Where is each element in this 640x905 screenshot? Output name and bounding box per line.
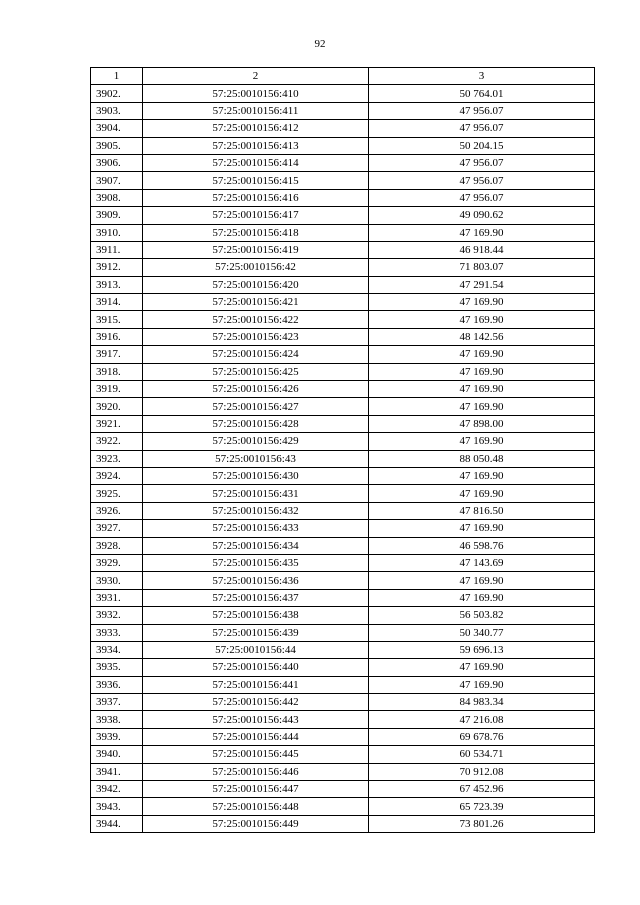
value-cell: 47 169.90: [369, 224, 595, 241]
table-row: [91, 694, 595, 711]
row-number-cell: 3911.: [91, 241, 143, 258]
table-row: [91, 485, 595, 502]
cadastral-number-cell: 57:25:0010156:412: [143, 120, 369, 137]
table-row: [91, 241, 595, 258]
row-number-cell: 3913.: [91, 276, 143, 293]
table-row: [91, 433, 595, 450]
cadastral-number-cell: 57:25:0010156:415: [143, 172, 369, 189]
table-row: [91, 641, 595, 658]
value-cell: 47 169.90: [369, 676, 595, 693]
value-cell: 47 169.90: [369, 311, 595, 328]
row-number-cell: 3942.: [91, 781, 143, 798]
row-number-cell: 3940.: [91, 746, 143, 763]
table-row: [91, 259, 595, 276]
column-header: 2: [143, 68, 369, 85]
row-number-cell: 3903.: [91, 102, 143, 119]
cadastral-number-cell: 57:25:0010156:413: [143, 137, 369, 154]
cadastral-number-cell: 57:25:0010156:441: [143, 676, 369, 693]
data-table: [90, 67, 595, 833]
cadastral-number-cell: 57:25:0010156:446: [143, 763, 369, 780]
table-row: [91, 189, 595, 206]
table-row: [91, 294, 595, 311]
cadastral-number-cell: 57:25:0010156:430: [143, 467, 369, 484]
row-number-cell: 3917.: [91, 346, 143, 363]
cadastral-number-cell: 57:25:0010156:427: [143, 398, 369, 415]
value-cell: 50 340.77: [369, 624, 595, 641]
table-row: [91, 224, 595, 241]
cadastral-number-cell: 57:25:0010156:425: [143, 363, 369, 380]
value-cell: 47 169.90: [369, 520, 595, 537]
table-row: [91, 781, 595, 798]
row-number-cell: 3914.: [91, 294, 143, 311]
row-number-cell: 3907.: [91, 172, 143, 189]
value-cell: 47 291.54: [369, 276, 595, 293]
row-number-cell: 3930.: [91, 572, 143, 589]
cadastral-number-cell: 57:25:0010156:420: [143, 276, 369, 293]
table-row: [91, 154, 595, 171]
table-row: [91, 798, 595, 815]
value-cell: 47 169.90: [369, 294, 595, 311]
cadastral-number-cell: 57:25:0010156:42: [143, 259, 369, 276]
value-cell: 47 169.90: [369, 398, 595, 415]
table-row: [91, 381, 595, 398]
value-cell: 50 204.15: [369, 137, 595, 154]
value-cell: 47 956.07: [369, 120, 595, 137]
cadastral-number-cell: 57:25:0010156:421: [143, 294, 369, 311]
value-cell: 69 678.76: [369, 728, 595, 745]
cadastral-number-cell: 57:25:0010156:424: [143, 346, 369, 363]
table-row: [91, 311, 595, 328]
page-number: 92: [314, 38, 326, 50]
row-number-cell: 3933.: [91, 624, 143, 641]
table-row: [91, 763, 595, 780]
row-number-cell: 3941.: [91, 763, 143, 780]
row-number-cell: 3916.: [91, 328, 143, 345]
value-cell: 46 598.76: [369, 537, 595, 554]
table-row: [91, 363, 595, 380]
row-number-cell: 3936.: [91, 676, 143, 693]
table-row: [91, 346, 595, 363]
cadastral-number-cell: 57:25:0010156:435: [143, 554, 369, 571]
row-number-cell: 3915.: [91, 311, 143, 328]
row-number-cell: 3909.: [91, 207, 143, 224]
value-cell: 47 169.90: [369, 433, 595, 450]
row-number-cell: 3908.: [91, 189, 143, 206]
cadastral-number-cell: 57:25:0010156:447: [143, 781, 369, 798]
row-number-cell: 3929.: [91, 554, 143, 571]
value-cell: 47 169.90: [369, 589, 595, 606]
table-body: [91, 85, 595, 833]
cadastral-number-cell: 57:25:0010156:419: [143, 241, 369, 258]
table-row: [91, 554, 595, 571]
value-cell: 70 912.08: [369, 763, 595, 780]
value-cell: 59 696.13: [369, 641, 595, 658]
cadastral-number-cell: 57:25:0010156:433: [143, 520, 369, 537]
cadastral-number-cell: 57:25:0010156:438: [143, 607, 369, 624]
cadastral-number-cell: 57:25:0010156:418: [143, 224, 369, 241]
table-row: [91, 398, 595, 415]
row-number-cell: 3902.: [91, 85, 143, 102]
row-number-cell: 3928.: [91, 537, 143, 554]
cadastral-number-cell: 57:25:0010156:426: [143, 381, 369, 398]
table-row: [91, 746, 595, 763]
table-row: [91, 450, 595, 467]
row-number-cell: 3919.: [91, 381, 143, 398]
value-cell: 47 169.90: [369, 572, 595, 589]
cadastral-number-cell: 57:25:0010156:43: [143, 450, 369, 467]
table-row: [91, 85, 595, 102]
value-cell: 67 452.96: [369, 781, 595, 798]
row-number-cell: 3912.: [91, 259, 143, 276]
value-cell: 47 956.07: [369, 189, 595, 206]
value-cell: 73 801.26: [369, 815, 595, 832]
value-cell: 47 143.69: [369, 554, 595, 571]
cadastral-number-cell: 57:25:0010156:440: [143, 659, 369, 676]
row-number-cell: 3923.: [91, 450, 143, 467]
table-row: [91, 120, 595, 137]
cadastral-number-cell: 57:25:0010156:449: [143, 815, 369, 832]
value-cell: 46 918.44: [369, 241, 595, 258]
table-row: [91, 711, 595, 728]
value-cell: 84 983.34: [369, 694, 595, 711]
column-header: 3: [369, 68, 595, 85]
cadastral-number-cell: 57:25:0010156:436: [143, 572, 369, 589]
value-cell: 71 803.07: [369, 259, 595, 276]
table-row: [91, 328, 595, 345]
cadastral-number-cell: 57:25:0010156:417: [143, 207, 369, 224]
row-number-cell: 3925.: [91, 485, 143, 502]
cadastral-number-cell: 57:25:0010156:410: [143, 85, 369, 102]
value-cell: 47 898.00: [369, 415, 595, 432]
table-row: [91, 624, 595, 641]
table-row: [91, 815, 595, 832]
table-row: [91, 467, 595, 484]
row-number-cell: 3944.: [91, 815, 143, 832]
cadastral-number-cell: 57:25:0010156:434: [143, 537, 369, 554]
value-cell: 47 956.07: [369, 172, 595, 189]
cadastral-number-cell: 57:25:0010156:444: [143, 728, 369, 745]
column-header: 1: [91, 68, 143, 85]
cadastral-number-cell: 57:25:0010156:439: [143, 624, 369, 641]
row-number-cell: 3931.: [91, 589, 143, 606]
value-cell: 56 503.82: [369, 607, 595, 624]
row-number-cell: 3910.: [91, 224, 143, 241]
table-row: [91, 572, 595, 589]
table-row: [91, 537, 595, 554]
row-number-cell: 3938.: [91, 711, 143, 728]
value-cell: 47 169.90: [369, 346, 595, 363]
table-row: [91, 520, 595, 537]
value-cell: 47 169.90: [369, 467, 595, 484]
value-cell: 49 090.62: [369, 207, 595, 224]
cadastral-number-cell: 57:25:0010156:422: [143, 311, 369, 328]
table-row: [91, 676, 595, 693]
table-row: [91, 659, 595, 676]
value-cell: 47 216.08: [369, 711, 595, 728]
row-number-cell: 3906.: [91, 154, 143, 171]
table-header-row: [91, 68, 595, 85]
value-cell: 47 169.90: [369, 659, 595, 676]
cadastral-number-cell: 57:25:0010156:423: [143, 328, 369, 345]
row-number-cell: 3939.: [91, 728, 143, 745]
value-cell: 47 169.90: [369, 381, 595, 398]
row-number-cell: 3934.: [91, 641, 143, 658]
row-number-cell: 3918.: [91, 363, 143, 380]
cadastral-number-cell: 57:25:0010156:44: [143, 641, 369, 658]
row-number-cell: 3924.: [91, 467, 143, 484]
row-number-cell: 3905.: [91, 137, 143, 154]
row-number-cell: 3932.: [91, 607, 143, 624]
cadastral-number-cell: 57:25:0010156:442: [143, 694, 369, 711]
row-number-cell: 3920.: [91, 398, 143, 415]
value-cell: 88 050.48: [369, 450, 595, 467]
row-number-cell: 3927.: [91, 520, 143, 537]
row-number-cell: 3904.: [91, 120, 143, 137]
value-cell: 50 764.01: [369, 85, 595, 102]
row-number-cell: 3943.: [91, 798, 143, 815]
table-row: [91, 589, 595, 606]
row-number-cell: 3921.: [91, 415, 143, 432]
cadastral-number-cell: 57:25:0010156:432: [143, 502, 369, 519]
cadastral-number-cell: 57:25:0010156:416: [143, 189, 369, 206]
table-row: [91, 502, 595, 519]
cadastral-number-cell: 57:25:0010156:411: [143, 102, 369, 119]
value-cell: 47 956.07: [369, 154, 595, 171]
cadastral-number-cell: 57:25:0010156:448: [143, 798, 369, 815]
value-cell: 65 723.39: [369, 798, 595, 815]
value-cell: 47 816.50: [369, 502, 595, 519]
cadastral-number-cell: 57:25:0010156:445: [143, 746, 369, 763]
table-row: [91, 102, 595, 119]
cadastral-number-cell: 57:25:0010156:428: [143, 415, 369, 432]
table-row: [91, 607, 595, 624]
value-cell: 47 169.90: [369, 363, 595, 380]
row-number-cell: 3937.: [91, 694, 143, 711]
table-row: [91, 207, 595, 224]
value-cell: 48 142.56: [369, 328, 595, 345]
table-row: [91, 276, 595, 293]
value-cell: 47 956.07: [369, 102, 595, 119]
table-row: [91, 728, 595, 745]
row-number-cell: 3935.: [91, 659, 143, 676]
table-row: [91, 415, 595, 432]
table-row: [91, 137, 595, 154]
cadastral-number-cell: 57:25:0010156:437: [143, 589, 369, 606]
cadastral-number-cell: 57:25:0010156:431: [143, 485, 369, 502]
cadastral-number-cell: 57:25:0010156:443: [143, 711, 369, 728]
table-row: [91, 172, 595, 189]
value-cell: 60 534.71: [369, 746, 595, 763]
row-number-cell: 3922.: [91, 433, 143, 450]
value-cell: 47 169.90: [369, 485, 595, 502]
cadastral-number-cell: 57:25:0010156:414: [143, 154, 369, 171]
cadastral-number-cell: 57:25:0010156:429: [143, 433, 369, 450]
row-number-cell: 3926.: [91, 502, 143, 519]
